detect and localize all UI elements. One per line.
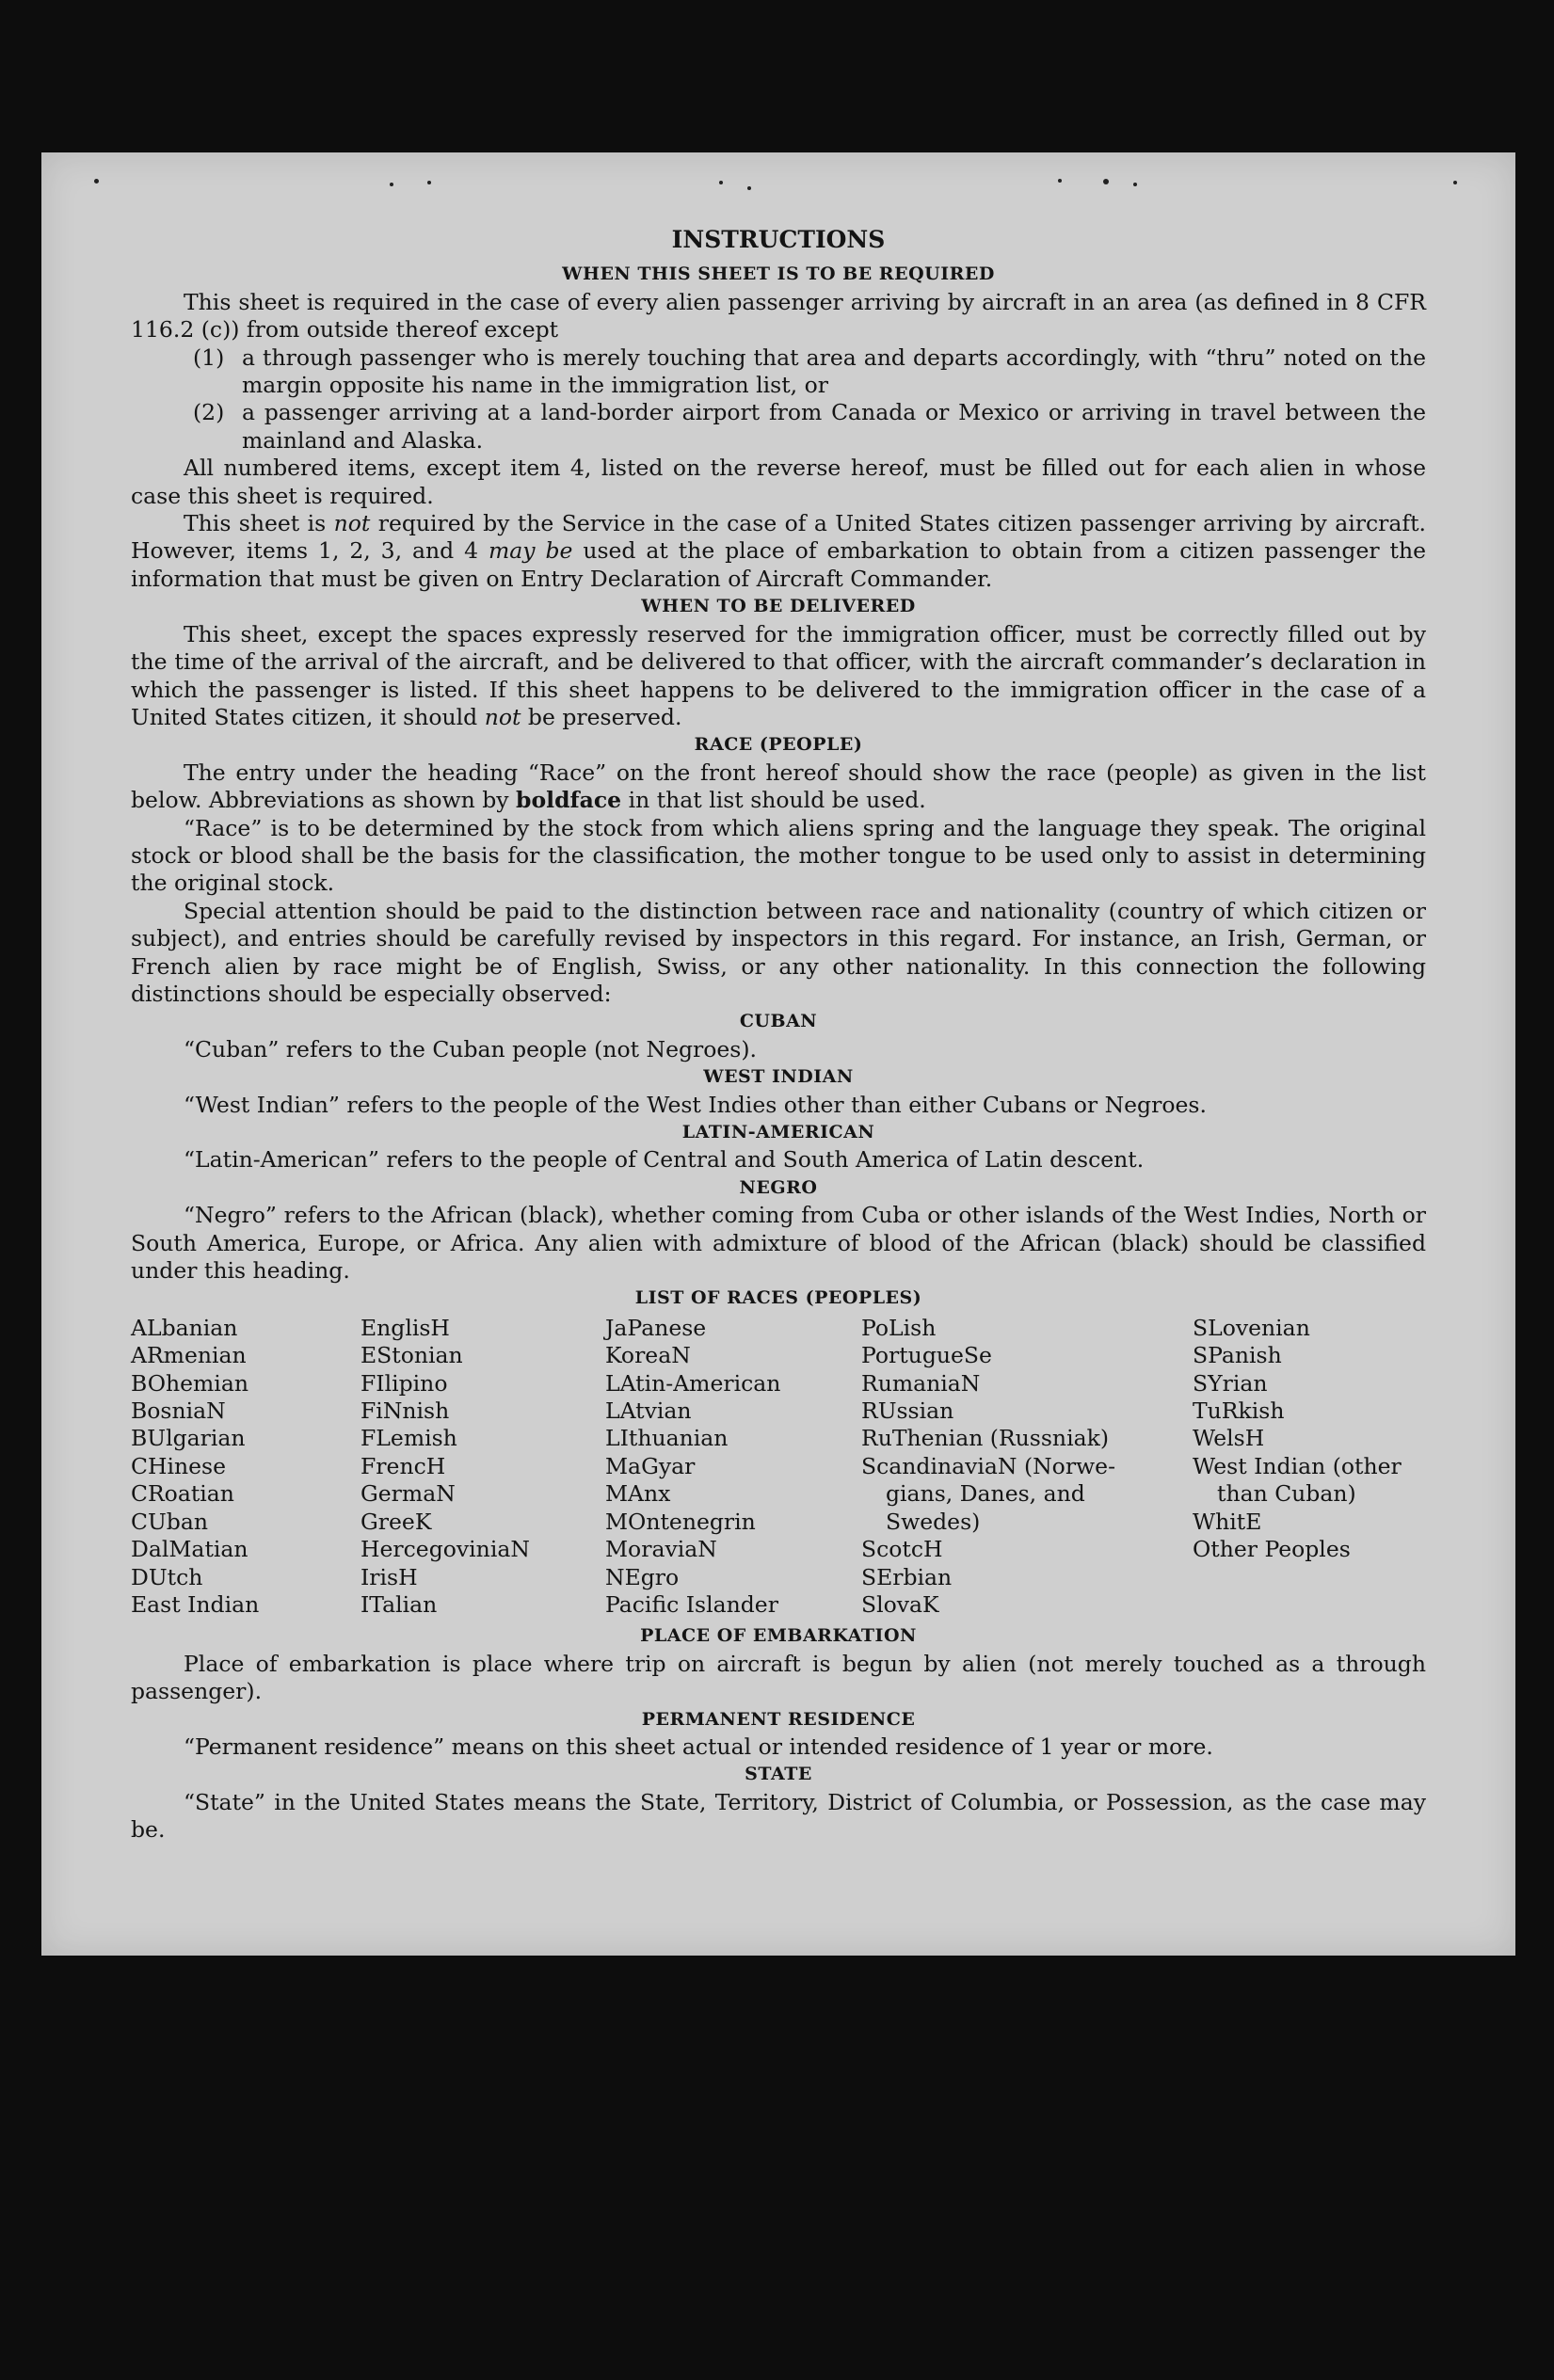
heading-list-of-races: LIST OF RACES (PEOPLES) [634,1287,922,1309]
race-entry: SlovaK [861,1590,939,1618]
italic-text: not [484,703,521,730]
race-entry: CHinese [131,1452,226,1479]
race-entry: CUban [131,1508,208,1535]
text-span: required by the Service in the case of a United States citizen passenger arriving by aircraft. However, items 1, 2, 3, and 4 [131,510,1426,565]
race-entry: ScotcH [861,1536,943,1563]
race-entry: KoreaN [605,1342,691,1369]
race-entry: MOntenegrin [605,1508,756,1535]
race-entry: DUtch [131,1563,203,1590]
text-span: used at the place of embarkation to obtain from a citizen passenger the information that must be given on Entry Declaration of Aircraft Commander. [131,537,1427,592]
paragraph: “Negro” refers to the African (black), whether coming from Cuba or other islands of the West Indies, North or South America, Europe, or Africa. Any alien with admixture of blood of the African (black) should be classified under this heading. [131,1202,1426,1285]
speck [747,186,751,190]
heading-when-required: WHEN THIS SHEET IS TO BE REQUIRED [562,264,995,285]
race-entry: West Indian (other [1193,1452,1402,1479]
race-entry: IrisH [360,1563,418,1590]
race-entry: ARmenian [131,1342,247,1369]
races-column [605,1315,861,1619]
race-entry: than Cuban) [1217,1480,1356,1508]
numbered-item [193,399,1426,455]
race-entry: SLovenian [1193,1314,1310,1341]
race-entry: DalMatian [131,1536,248,1563]
numbered-item [193,344,1426,400]
paragraph [131,510,1426,593]
paragraph: “Latin-American” refers to the people of Central and South America of Latin descent. [184,1146,1145,1174]
heading-when-delivered: WHEN TO BE DELIVERED [641,596,916,617]
text-span: in that list should be used. [621,787,926,814]
heading-state: STATE [745,1764,812,1785]
race-entry: GermaN [360,1480,456,1508]
speck [1453,181,1457,184]
race-entry: FiNnish [360,1398,450,1425]
text-span: be preserved. [521,703,682,730]
race-entry: Other Peoples [1193,1536,1351,1563]
race-entry: RumaniaN [861,1369,981,1397]
text-span: This sheet, except the spaces expressly reserved for the immigration officer, must be correctly filled out by the time of the arrival of the aircraft, and be delivered to that officer, with the aircraft commander’s declaration in which the passenger is listed. If this sheet happens to be delivered to the immigration officer in the case of a United States citizen, it should [131,620,1426,730]
race-entry: SPanish [1193,1342,1282,1369]
paragraph: All numbered items, except item 4, listed on the reverse hereof, must be filled out for each alien in whose case this sheet is required. [131,455,1426,509]
speck [719,181,723,184]
race-entry: RUssian [861,1398,954,1425]
heading-negro: NEGRO [739,1176,818,1198]
paragraph: Place of embarkation is place where trip on aircraft is begun by alien (not merely touched as a through passenger). [131,1650,1426,1705]
item-number: (2) [193,399,225,426]
text-span: This sheet is [184,510,334,537]
scan-specks [41,171,1515,200]
races-column [861,1315,1193,1619]
paragraph [131,621,1426,732]
races-table [131,1315,1426,1619]
document-sheet [41,152,1515,1956]
heading-cuban: CUBAN [739,1011,818,1032]
race-entry: PortugueSe [861,1342,992,1369]
race-entry: MaGyar [605,1452,696,1479]
race-entry: Pacific Islander [605,1590,778,1618]
race-entry: ScandinaviaN (Norwe- [861,1452,1116,1479]
item-text: a passenger arriving at a land-border airport from Canada or Mexico or arriving in travel between the mainland and Alaska. [242,399,1426,454]
race-entry: WhitE [1193,1508,1262,1535]
speck [1103,179,1109,184]
italic-text: not [333,510,371,537]
paragraph: “Cuban” refers to the Cuban people (not Negroes). [184,1035,758,1062]
race-entry: BOhemian [131,1369,248,1397]
page-title: INSTRUCTIONS [671,226,886,253]
race-entry: FLemish [360,1425,457,1452]
paragraph [131,759,1426,815]
races-column [360,1315,605,1619]
race-entry: LIthuanian [605,1425,729,1452]
race-entry: MoraviaN [605,1536,717,1563]
race-entry: GreeK [360,1508,432,1535]
race-entry: FrencH [360,1452,446,1479]
race-entry: WelsH [1193,1425,1265,1452]
race-entry: MAnx [605,1480,671,1508]
race-entry: SErbian [861,1563,953,1590]
race-entry: TuRkish [1193,1398,1285,1425]
race-entry: gians, Danes, and [886,1480,1085,1508]
race-entry: LAtin-American [605,1369,781,1397]
italic-text: may be [488,537,573,565]
race-entry: BUlgarian [131,1425,246,1452]
heading-latin-american: LATIN-AMERICAN [681,1122,875,1142]
races-column [1193,1315,1426,1619]
paragraph: Special attention should be paid to the distinction between race and nationality (country of which citizen or subject), and entries should be carefully revised by inspectors in this regard. For instance, an Irish, German, or French alien by race might be of English, Swiss, or any other nationality. In this connection the following distinctions should be especially observed: [131,897,1426,1007]
race-entry: ITalian [360,1590,438,1618]
race-entry: East Indian [131,1590,260,1618]
paragraph: This sheet is required in the case of every alien passenger arriving by aircraft in an area (as defined in 8 CFR 116.2 (c)) from outside thereof except [131,288,1426,343]
item-text: a through passenger who is merely touching that area and departs accordingly, with “thru” noted on the margin opposite his name in the immigration list, or [242,343,1426,399]
race-entry: FIlipino [360,1369,448,1397]
paragraph: “West Indian” refers to the people of the West Indies other than either Cubans or Negroes. [184,1091,1207,1118]
heading-embarkation: PLACE OF EMBARKATION [640,1625,917,1647]
race-entry: BosniaN [131,1398,226,1425]
heading-race: RACE (PEOPLE) [694,734,863,756]
race-entry: EStonian [360,1342,463,1369]
heading-permanent-residence: PERMANENT RESIDENCE [641,1708,916,1730]
races-column [131,1315,360,1619]
race-entry: LAtvian [605,1398,692,1425]
speck [94,179,99,184]
race-entry: SYrian [1193,1369,1268,1397]
race-entry: EnglisH [360,1314,450,1341]
speck [1133,183,1137,186]
race-entry: NEgro [605,1563,680,1590]
paragraph: “Permanent residence” means on this sheet actual or intended residence of 1 year or more. [184,1733,1213,1760]
race-entry: CRoatian [131,1480,234,1508]
text-span: The entry under the heading “Race” on the front hereof should show the race (people) as given in the list below. Abbreviations as shown by [131,759,1426,814]
race-entry: HercegoviniaN [360,1536,530,1563]
speck [1058,179,1062,183]
speck [427,181,431,184]
race-entry: Swedes) [886,1508,981,1535]
race-entry: JaPanese [605,1314,707,1341]
paragraph: “Race” is to be determined by the stock from which aliens spring and the language they speak. The original stock or blood shall be the basis for the classification, the mother tongue to be used only to assist in determining the original stock. [131,814,1426,897]
paragraph: “State” in the United States means the State, Territory, District of Columbia, or Possession, as the case may be. [131,1788,1426,1844]
race-entry: PoLish [861,1314,937,1341]
speck [390,183,393,186]
heading-west-indian: WEST INDIAN [703,1066,854,1088]
item-number: (1) [193,343,225,371]
instructions-content [131,226,1426,1845]
race-entry: ALbanian [131,1314,238,1341]
bold-text: boldface [516,787,622,814]
race-entry: RuThenian (Russniak) [861,1425,1109,1452]
